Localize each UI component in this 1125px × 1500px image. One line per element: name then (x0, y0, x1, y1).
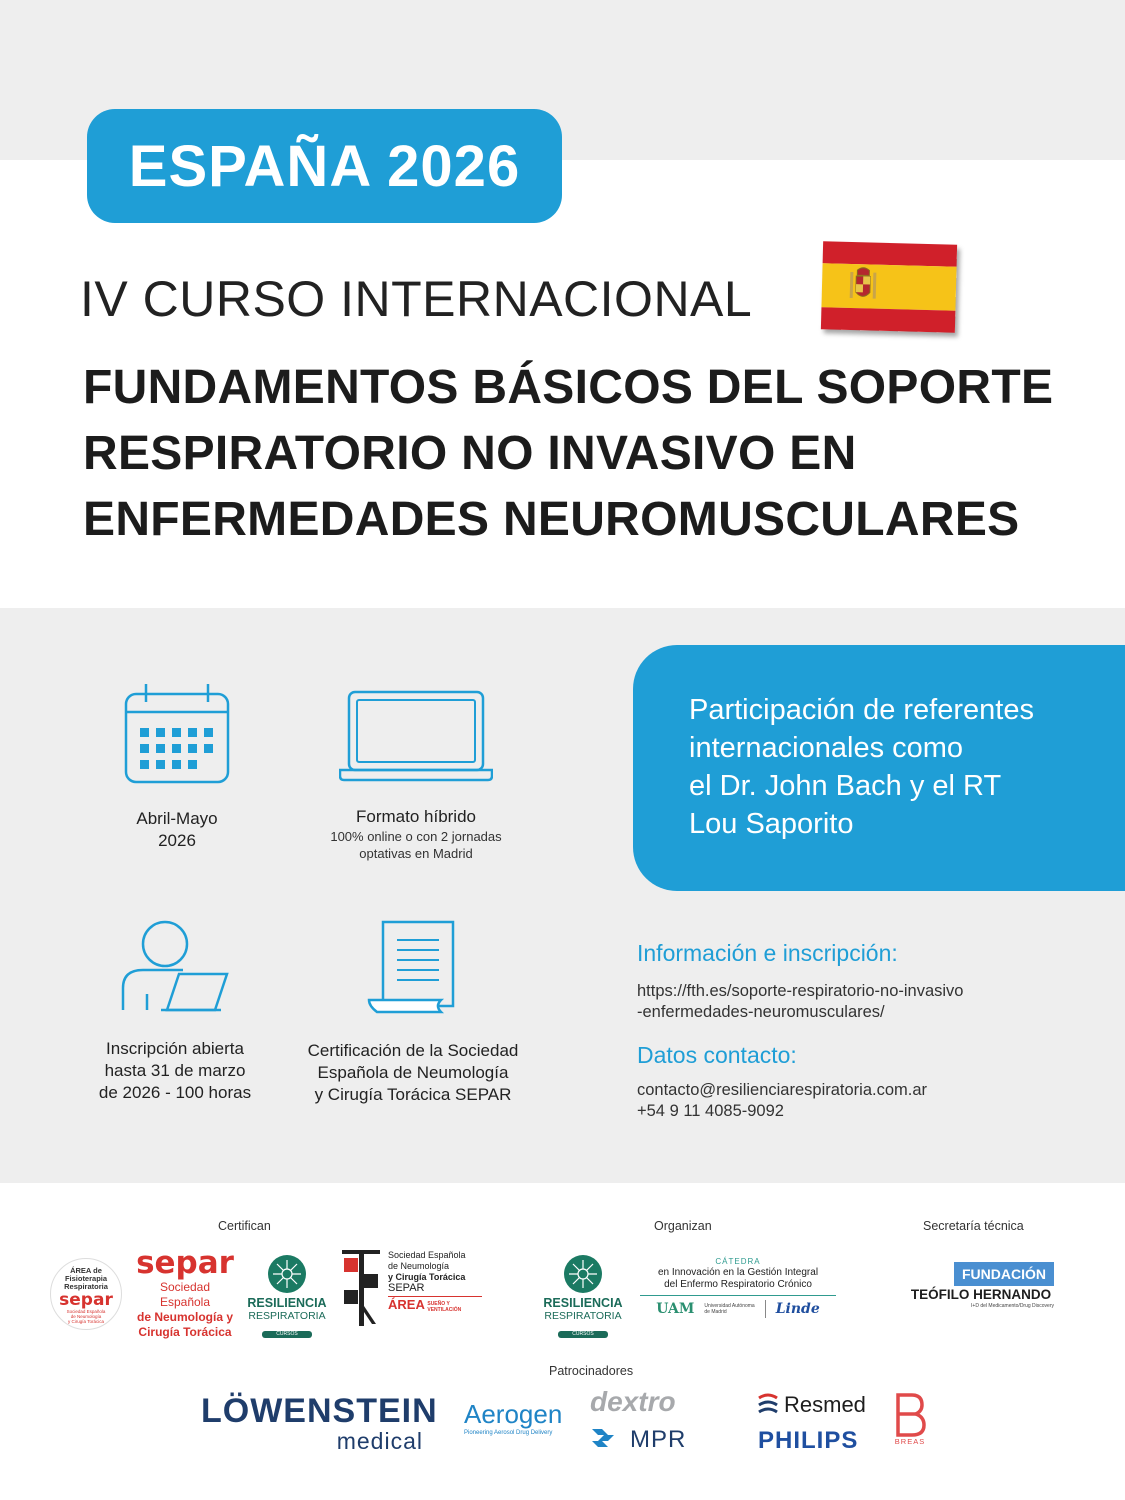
separ-line: de Neumología y (136, 1310, 234, 1324)
area-fisioterapia-separ-logo (50, 1258, 122, 1330)
mpr-word: MPR (630, 1426, 687, 1453)
resiliencia-name: RESILIENCIA (543, 1296, 623, 1310)
feature-certification (283, 920, 543, 1106)
catedra-line: del Enfermo Respiratorio Crónico (664, 1279, 812, 1290)
area-separ-word: separ (59, 1290, 113, 1310)
resiliencia-tag: CURSOS (558, 1331, 607, 1338)
certification-line: Española de Neumología (317, 1063, 509, 1082)
document-icon (367, 920, 459, 1014)
fundacion-word: FUNDACIÓN (954, 1262, 1054, 1286)
spain-flag-icon (821, 241, 957, 332)
area-sub-line: SUEÑO Y (427, 1300, 450, 1307)
organize-label: Organizan (654, 1219, 712, 1233)
lowenstein-medical-logo (201, 1392, 438, 1454)
dextro-word: dextro (590, 1386, 676, 1417)
area-line: Fisioterapia (64, 1274, 108, 1283)
uam-sub-line: de Madrid (704, 1309, 727, 1315)
registration-url[interactable] (637, 981, 963, 1023)
dates-line: 2026 (158, 831, 196, 850)
enrollment-line: Inscripción abierta (106, 1039, 244, 1058)
teofilo-word: TEÓFILO HERNANDO (910, 1287, 1052, 1302)
aerogen-logo (464, 1399, 574, 1437)
uam-word: UAM (656, 1301, 695, 1317)
resmed-mark-icon (758, 1393, 778, 1417)
separ-area-sueno-logo (342, 1250, 482, 1328)
feature-format (306, 690, 526, 862)
separ-line: Cirugía Torácica (138, 1325, 232, 1339)
resiliencia-tag: CURSOS (262, 1331, 311, 1338)
secretariat-label: Secretaría técnica (923, 1219, 1024, 1233)
area-sub-line: y Cirugía Torácica (68, 1319, 104, 1324)
aerogen-sub: Pioneering Aerosol Drug Delivery (464, 1430, 553, 1436)
lowenstein-word: LÖWENSTEIN (201, 1392, 438, 1430)
callout-line: el Dr. John Bach y el RT (689, 770, 1002, 802)
laptop-icon (339, 690, 493, 782)
linde-word: Linde (775, 1301, 820, 1317)
dextro-logo (590, 1386, 720, 1418)
registration-heading: Información e inscripción: (637, 940, 898, 966)
lowenstein-sub: medical (336, 1428, 423, 1454)
aerogen-word: Aerogen (464, 1399, 563, 1429)
separ-line: Sociedad Española (159, 1280, 211, 1309)
uam-sub-line: Universidad Autónoma (704, 1303, 755, 1309)
feature-dates (87, 682, 267, 852)
enrollment-line: hasta 31 de marzo (104, 1061, 246, 1080)
separ-area-line: Sociedad Española (388, 1250, 466, 1260)
resmed-word: Resmed (784, 1392, 866, 1417)
enrollment-line: de 2026 - 100 horas (98, 1083, 252, 1102)
title-line: FUNDAMENTOS BÁSICOS DEL SOPORTE (83, 361, 1054, 414)
catedra-line: en Innovación en la Gestión Integral (657, 1267, 819, 1278)
resiliencia-organizer-logo (538, 1254, 628, 1340)
course-main-title (83, 355, 1103, 553)
area-word: ÁREA (388, 1297, 425, 1312)
url-line[interactable]: https://fth.es/soporte-respiratorio-no-invasivo (637, 982, 964, 1000)
separ-area-line: SEPAR (388, 1282, 425, 1294)
mpr-logo (590, 1426, 720, 1454)
title-line: RESPIRATORIO NO INVASIVO EN (83, 427, 857, 480)
area-sub-line: Sociedad Española (66, 1309, 106, 1314)
fundacion-teofilo-hernando-logo (908, 1262, 1054, 1309)
contact-phone[interactable]: +54 9 11 4085-9092 (637, 1102, 784, 1120)
certification-line: y Cirugía Torácica SEPAR (314, 1085, 512, 1104)
area-sub-line: de Neumología (70, 1314, 102, 1319)
separ-area-line: de Neumología (388, 1261, 450, 1271)
area-sub-line: VENTILACIÓN (427, 1306, 462, 1313)
philips-word: PHILIPS (758, 1427, 859, 1454)
mpr-mark-icon (590, 1427, 618, 1453)
title-line: ENFERMEDADES NEUROMUSCULARES (83, 493, 1020, 546)
dates-line: Abril-Mayo (136, 809, 218, 828)
resiliencia-name: RESILIENCIA (247, 1296, 327, 1310)
separ-logo (135, 1246, 235, 1340)
area-line: ÁREA de (70, 1266, 102, 1275)
resiliencia-emblem-icon (267, 1254, 307, 1294)
philips-logo (758, 1427, 878, 1455)
breas-mark-icon (890, 1393, 930, 1437)
separ-area-line: y Cirugía Torácica (388, 1272, 466, 1282)
format-sub-line: optativas en Madrid (359, 846, 473, 861)
certification-line: Certificación de la Sociedad (307, 1041, 519, 1060)
breas-logo (886, 1393, 934, 1446)
course-edition-line: IV CURSO INTERNACIONAL (80, 271, 753, 327)
format-sub-line: 100% online o con 2 jornadas (330, 829, 502, 844)
catedra-logo (640, 1257, 836, 1318)
separ-monogram-icon (342, 1250, 380, 1326)
contact-heading: Datos contacto: (637, 1042, 797, 1068)
contact-details[interactable] (637, 1080, 927, 1122)
resiliencia-emblem-icon (563, 1254, 603, 1294)
feature-enrollment (75, 920, 275, 1104)
resmed-logo (758, 1392, 878, 1418)
calendar-icon (124, 682, 230, 784)
certify-label: Certifican (218, 1219, 271, 1233)
area-line: Respiratoria (64, 1282, 108, 1291)
breas-word: BREAS (894, 1437, 926, 1446)
format-label: Formato híbrido (356, 807, 476, 826)
resiliencia-sub: RESPIRATORIA (544, 1310, 622, 1322)
callout-line: Participación de referentes (689, 694, 1034, 726)
country-year-badge: ESPAÑA 2026 (87, 109, 562, 223)
resiliencia-logo (242, 1254, 332, 1340)
contact-email[interactable]: contacto@resilienciarespiratoria.com.ar (637, 1081, 928, 1099)
resiliencia-sub: RESPIRATORIA (248, 1310, 326, 1322)
teofilo-sub: I+D del Medicamento/Drug Discovery (971, 1303, 1054, 1309)
url-line[interactable]: -enfermedades-neuromusculares/ (637, 1003, 885, 1021)
callout-line: Lou Saporito (689, 808, 854, 840)
callout-line: internacionales como (689, 732, 964, 764)
sponsors-label: Patrocinadores (549, 1364, 634, 1378)
user-computer-icon (121, 920, 229, 1012)
catedra-title: CÁTEDRA (715, 1257, 761, 1266)
speakers-callout (633, 645, 1125, 891)
separ-word: separ (136, 1245, 234, 1281)
